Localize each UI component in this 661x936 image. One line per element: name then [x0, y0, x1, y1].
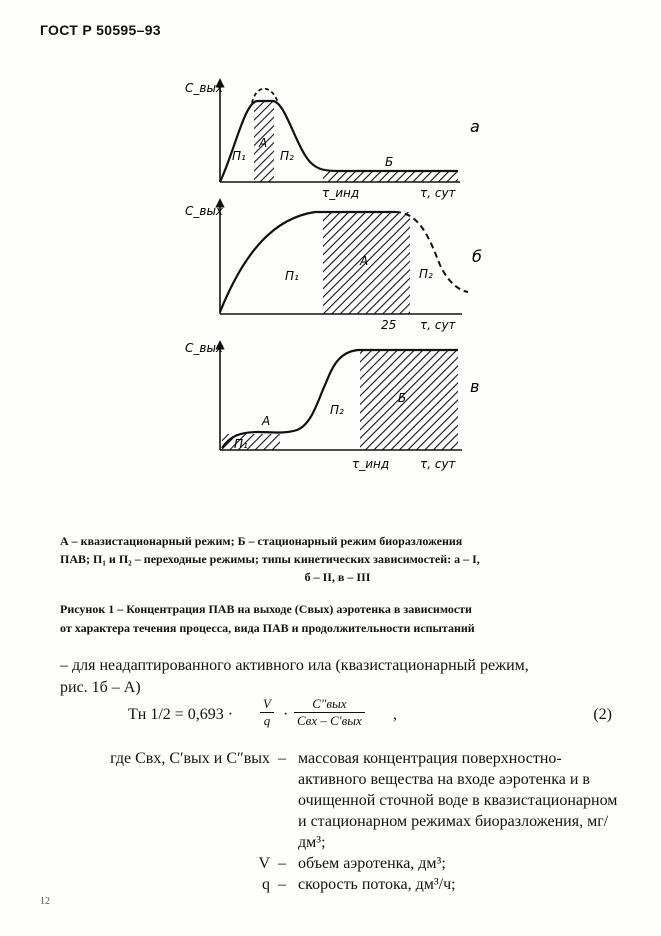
- panel-a: [185, 80, 480, 200]
- definition-text: массовая концентрация поверхностно-активного вещества на входе аэротенка и в очищенной сточной воде в квазистационарном и стационарном режимах биоразложения, мг/дм³;: [298, 750, 618, 851]
- legend-line-2: ПАВ; П₁ и П₂ – переходные режимы; типы кинетических зависимостей: а – I,: [60, 552, 480, 566]
- figure-legend: [60, 532, 615, 586]
- panel-b-label-p2: П₂: [419, 267, 433, 281]
- document-header: ГОСТ Р 50595–93: [40, 22, 161, 38]
- figure-caption: [60, 600, 620, 638]
- definition-row: [60, 748, 620, 853]
- legend-line-1: А – квазистационарный режим; Б – стационарный режим биоразложения: [60, 534, 463, 548]
- fraction-concentration: [294, 696, 365, 729]
- formula-tail: ,: [393, 706, 397, 723]
- equation-number: (2): [593, 706, 612, 723]
- definition-term: где Cвх, C′вых и C″вых: [110, 750, 270, 767]
- formula-2: [128, 696, 618, 742]
- panel-a-tick-tau-ind: τ_инд: [322, 186, 360, 200]
- panel-a-label-p1: П₁: [232, 149, 246, 163]
- panel-c: [185, 341, 479, 471]
- panel-b-letter: б: [472, 247, 482, 266]
- fraction-concentration-denominator: Cвх – C′вых: [297, 713, 362, 728]
- panel-c-hatch-b: [360, 350, 458, 450]
- caption-line-2: от характера течения процесса, вида ПАВ и продолжительности испытаний: [60, 621, 475, 635]
- panel-b-label-a: A: [360, 254, 369, 268]
- panel-c-label-p1: П₁: [234, 437, 248, 451]
- multiply-dot: ·: [283, 706, 289, 723]
- definition-text: скорость потока, дм³/ч;: [298, 876, 456, 893]
- panel-a-label-p2: П₂: [280, 149, 294, 163]
- panel-a-label-b: Б: [385, 155, 394, 169]
- panel-c-tick-tau-ind: τ_инд: [352, 457, 390, 471]
- definition-text: объем аэротенка, дм³;: [298, 855, 446, 872]
- panel-a-label-a: A: [259, 136, 268, 150]
- panel-c-hatch-p1: [222, 434, 280, 450]
- paragraph-line-2: рис. 1б – А): [60, 679, 141, 696]
- definition-row: [60, 874, 620, 895]
- panel-b-ylabel: C_вых: [185, 204, 224, 218]
- panel-a-letter: a: [470, 117, 480, 136]
- fraction-v-numerator: V: [260, 696, 274, 713]
- panel-b: [185, 200, 482, 332]
- fraction-q-denominator: q: [263, 713, 271, 728]
- formula-lhs: Tн 1/2 = 0,693 ·: [128, 706, 234, 723]
- panel-b-tick-25: 25: [381, 318, 397, 332]
- definition-dash: –: [278, 750, 286, 767]
- caption-line-1: Рисунок 1 – Концентрация ПАВ на выходе (Cвых) аэротенка в зависимости: [60, 602, 472, 616]
- legend-line-3: б – II, в – III: [304, 570, 371, 584]
- body-paragraph: [60, 655, 620, 699]
- definition-dash: –: [278, 855, 286, 872]
- panel-c-label-b: Б: [398, 391, 407, 405]
- panel-a-tick-tau-days: τ, сут: [420, 186, 456, 200]
- panel-c-tick-tau-days: τ, сут: [420, 457, 456, 471]
- definition-dash: –: [278, 876, 286, 893]
- panel-c-letter: в: [470, 377, 480, 396]
- panel-c-label-a: A: [262, 414, 271, 428]
- panel-c-ylabel: C_вых: [185, 341, 224, 355]
- fraction-concentration-numerator: C″вых: [294, 696, 365, 713]
- panel-b-label-p1: П₁: [285, 269, 299, 283]
- definitions-list: [60, 748, 620, 895]
- page-number: 12: [40, 896, 50, 907]
- definition-term: q: [262, 876, 270, 893]
- panel-c-label-p2: П₂: [330, 403, 344, 417]
- panel-a-ylabel: C_вых: [185, 81, 224, 95]
- fraction-v-over-q: [260, 696, 274, 729]
- definition-term: V: [258, 855, 270, 872]
- panel-b-tick-tau-days: τ, сут: [420, 318, 456, 332]
- definition-row: [60, 853, 620, 874]
- paragraph-line-1: – для неадаптированного активного ила (квазистационарный режим,: [60, 657, 529, 674]
